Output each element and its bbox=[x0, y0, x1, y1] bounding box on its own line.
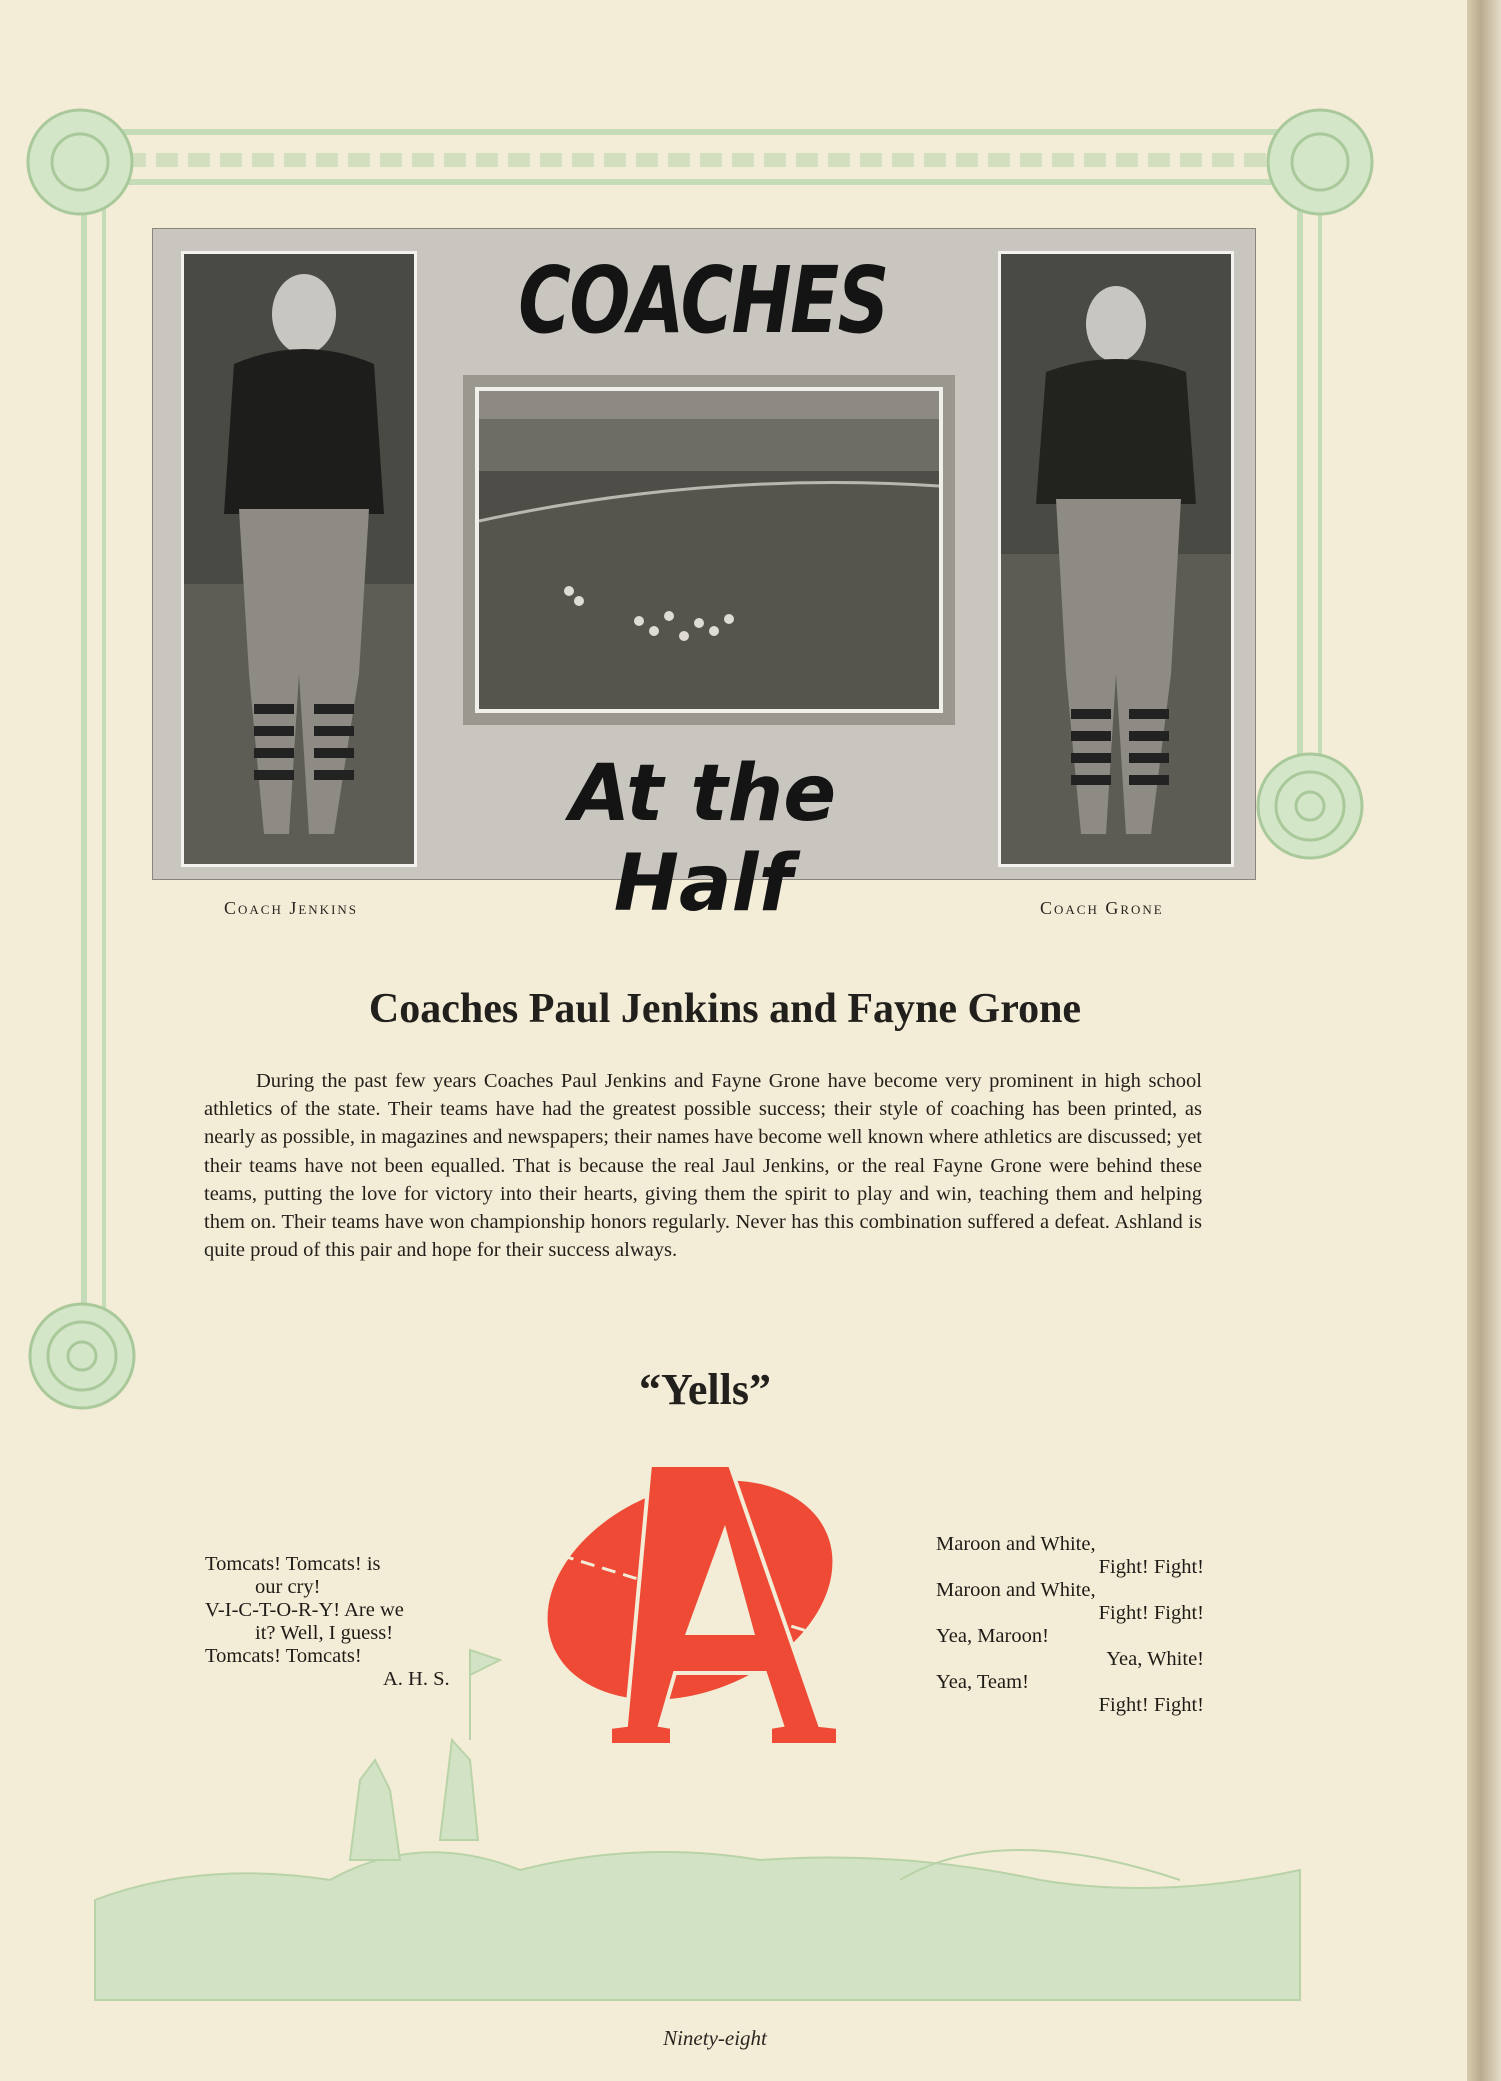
caption-coach-grone: Coach Grone bbox=[1040, 898, 1164, 918]
caption-coach-jenkins: Coach Jenkins bbox=[224, 898, 359, 918]
yell-line: Fight! Fight! bbox=[1098, 1602, 1204, 1624]
yell-right bbox=[936, 1533, 1204, 1717]
yell-line: Fight! Fight! bbox=[1098, 1694, 1204, 1716]
article-heading: Coaches Paul Jenkins and Fayne Grone bbox=[368, 986, 1082, 1032]
yells-title: “Yells” bbox=[639, 1365, 771, 1414]
article-body: During the past few years Coaches Paul Jenkins and Fayne Grone have become very prominent in high school athletics of the state. Their teams have had the greatest possible success; their style of coaching has been printed, as nearly as possible, in magazines and newspapers; their names have become well known where athletics are discussed; yet their teams have not been equalled. That is because the real Jaul Jenkins, or the real Fayne Grone were behind these teams, putting the love for victory into their hearts, giving them the spirit to play and win, teaching them and helping them on. Their teams have won championship honors regularly. Never has this combination suffered a defeat. Ashland is quite proud of this pair and hope for their success always. bbox=[204, 1070, 1202, 1262]
yell-line: Yea, Team! bbox=[936, 1671, 1029, 1693]
corner-ornament-left bbox=[28, 110, 132, 214]
field-photo bbox=[475, 387, 943, 713]
coach-grone-photo bbox=[998, 251, 1234, 867]
yell-line: A. H. S. bbox=[383, 1668, 450, 1690]
medallion-right bbox=[1258, 754, 1362, 858]
yell-line: V-I-C-T-O-R-Y! Are we bbox=[205, 1599, 404, 1621]
yell-line: Maroon and White, bbox=[936, 1533, 1096, 1555]
yell-line: our cry! bbox=[255, 1576, 321, 1598]
yell-left bbox=[205, 1553, 475, 1691]
panel-subtitle: At the Half bbox=[569, 749, 837, 929]
yell-line: Fight! Fight! bbox=[1098, 1556, 1204, 1578]
corner-ornament-right bbox=[1268, 110, 1372, 214]
page-edge bbox=[1467, 0, 1501, 2081]
yell-line: Tomcats! Tomcats! bbox=[205, 1645, 362, 1667]
yell-line: Yea, Maroon! bbox=[936, 1625, 1049, 1647]
page-number: Ninety-eight bbox=[663, 2026, 767, 2050]
yell-line: it? Well, I guess! bbox=[255, 1622, 394, 1644]
panel-title: COACHES bbox=[518, 247, 888, 354]
yell-line: Tomcats! Tomcats! is bbox=[205, 1553, 381, 1575]
football-a-emblem bbox=[520, 1445, 860, 1777]
coach-jenkins-photo bbox=[181, 251, 417, 867]
yell-line: Maroon and White, bbox=[936, 1579, 1096, 1601]
yell-line: Yea, White! bbox=[1106, 1648, 1204, 1670]
